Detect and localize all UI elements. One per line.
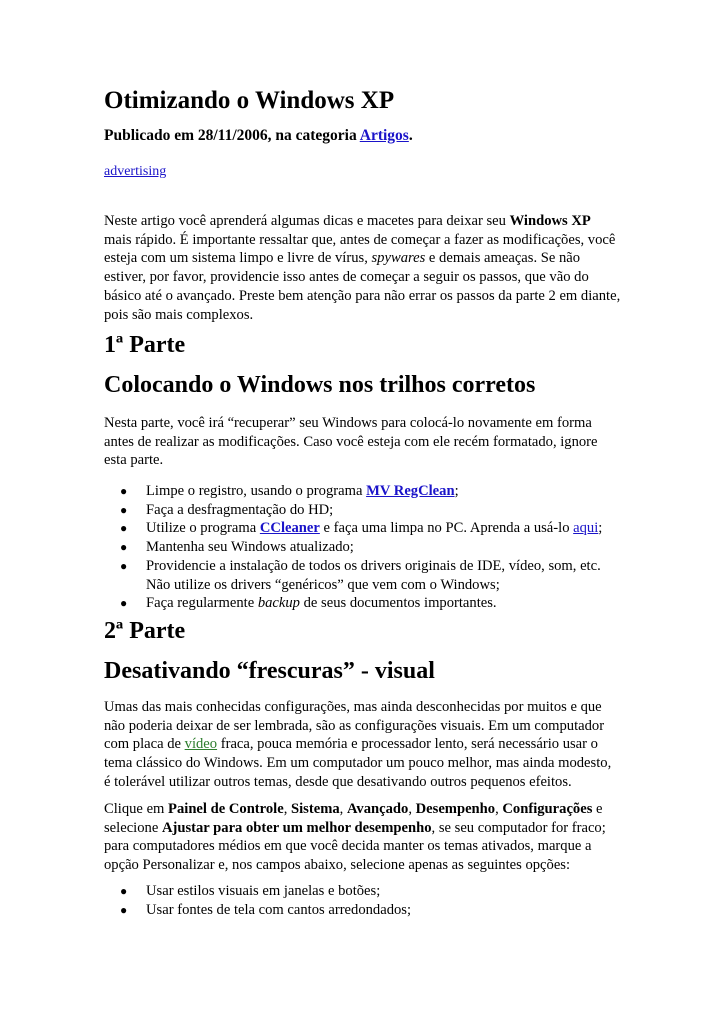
part2-bold: Avançado bbox=[346, 801, 409, 817]
list-text: Providencie a instalação de todos os drivers originais de IDE, vídeo, som, etc. bbox=[146, 557, 601, 574]
advertising-link[interactable]: advertising bbox=[104, 164, 167, 179]
part2-text: Umas das mais conhecidas configurações, mas ainda desconhecidas por muitos e que bbox=[104, 699, 602, 715]
list-text: Utilize o programa bbox=[146, 520, 260, 537]
part1-paragraph bbox=[104, 414, 598, 470]
intro-text: esteja com um sistema limpo e livre de vírus, bbox=[104, 250, 372, 267]
part1-heading: 1ª Parte bbox=[104, 332, 186, 358]
list-item bbox=[104, 594, 602, 613]
intro-text: Neste artigo você aprenderá algumas dicas e macetes para deixar seu bbox=[104, 213, 510, 229]
part2-text: selecione bbox=[104, 819, 162, 836]
list-item bbox=[104, 482, 602, 501]
intro-bold: Windows XP bbox=[509, 213, 591, 229]
bullet-icon: ● bbox=[120, 884, 128, 898]
part2-text: tema clássico do Windows. Em um computador um pouco melhor, mas ainda modesto, bbox=[104, 755, 612, 772]
part2-bold: Painel de Controle bbox=[168, 801, 284, 817]
list-text: Faça regularmente bbox=[146, 595, 258, 612]
part2-text: com placa de bbox=[104, 736, 185, 753]
list-text: ; bbox=[598, 520, 603, 537]
bullet-icon: ● bbox=[120, 902, 128, 917]
publication-prefix: Publicado em 28/11/2006, na categoria bbox=[104, 127, 360, 144]
list-text: Usar estilos visuais em janelas e botões; bbox=[146, 883, 381, 899]
category-link[interactable]: Artigos bbox=[359, 127, 409, 144]
bullet-icon: ● bbox=[120, 521, 128, 536]
list-item bbox=[104, 901, 411, 920]
part2-text: e bbox=[592, 801, 603, 817]
part2-text: fraca, pouca memória e processador lento, será necessário usar o bbox=[217, 736, 598, 753]
part2-text: , bbox=[283, 801, 292, 817]
part2-instructions bbox=[104, 800, 606, 875]
intro-paragraph bbox=[104, 212, 620, 324]
list-item bbox=[104, 538, 602, 557]
part2-bold: Desempenho bbox=[415, 801, 496, 817]
page-title: Otimizando o Windows XP bbox=[104, 87, 395, 114]
intro-text: básico até o avançado. Preste bem atenção para não errar os passos da parte 2 em diante, bbox=[104, 287, 621, 304]
list-text: Mantenha seu Windows atualizado; bbox=[146, 539, 354, 556]
list-item bbox=[104, 882, 411, 901]
part2-bold: Sistema bbox=[291, 801, 340, 817]
bullet-icon: ● bbox=[120, 558, 128, 573]
list-text: Limpe o registro, usando o programa bbox=[146, 483, 367, 499]
bullet-icon: ● bbox=[120, 540, 128, 555]
part2-bold: Ajustar para obter um melhor desempenho bbox=[161, 819, 432, 836]
ccleaner-link[interactable]: CCleaner bbox=[259, 520, 320, 537]
part1-bullet-list bbox=[104, 482, 602, 613]
intro-text: e demais ameaças. Se não bbox=[425, 250, 581, 267]
list-text: Faça a desfragmentação do HD; bbox=[146, 501, 334, 518]
part1-text: Nesta parte, você irá “recuperar” seu Windows para colocá-lo novamente em forma bbox=[104, 415, 592, 431]
intro-text: pois são mais complexos. bbox=[104, 306, 254, 323]
mv-regclean-link[interactable]: MV RegClean bbox=[366, 483, 455, 499]
bullet-icon: ● bbox=[120, 484, 128, 498]
publication-line bbox=[104, 126, 413, 146]
intro-text: mais rápido. É importante ressaltar que, antes de começar a fazer as modificações, você bbox=[104, 231, 616, 248]
part1-subheading: Colocando o Windows nos trilhos corretos bbox=[104, 372, 536, 398]
part1-text: antes de realizar as modificações. Caso você esteja com ele recém formatado, ignore bbox=[104, 433, 598, 450]
part2-heading: 2ª Parte bbox=[104, 618, 186, 644]
list-item bbox=[104, 519, 602, 538]
list-italic: backup bbox=[257, 595, 300, 612]
part2-text: é tolerável utilizar outros temas, desde que desativando outros pequenos efeitos. bbox=[104, 773, 572, 790]
part2-text: para computadores médios em que você decida manter os temas ativados, marque a bbox=[104, 838, 592, 855]
video-link[interactable]: vídeo bbox=[184, 736, 218, 753]
publication-suffix: . bbox=[408, 127, 413, 144]
part2-text: , se seu computador for fraco; bbox=[431, 819, 606, 836]
part2-text: , bbox=[339, 801, 347, 817]
part2-subheading: Desativando “frescuras” - visual bbox=[104, 658, 435, 684]
part2-text: , bbox=[495, 801, 503, 817]
list-text: ; bbox=[454, 483, 459, 499]
list-item bbox=[104, 501, 602, 520]
part2-text: Clique em bbox=[104, 801, 169, 817]
list-text: Usar fontes de tela com cantos arredondados; bbox=[146, 901, 412, 918]
part2-bullet-list bbox=[104, 882, 411, 919]
bullet-icon: ● bbox=[120, 596, 128, 611]
aqui-link[interactable]: aqui bbox=[573, 520, 599, 537]
list-item bbox=[104, 557, 602, 594]
list-text: e faça uma limpa no PC. Aprenda a usá-lo bbox=[319, 520, 574, 537]
part2-bold: Configurações bbox=[502, 801, 593, 817]
part1-text: esta parte. bbox=[104, 452, 164, 469]
intro-italic: spywares bbox=[371, 250, 426, 267]
part2-text: não poderia deixar de ser lembrada, são as configurações visuais. Em um computador bbox=[104, 717, 605, 734]
advertising-line bbox=[104, 163, 166, 181]
intro-text: estiver, por favor, providencie isso antes de começar a seguir os passos, que vão do bbox=[104, 269, 589, 286]
list-text: Não utilize os drivers “genéricos” que vem com o Windows; bbox=[146, 576, 500, 593]
list-text: de seus documentos importantes. bbox=[299, 595, 497, 612]
bullet-icon: ● bbox=[120, 502, 128, 517]
part2-text: opção Personalizar e, nos campos abaixo, selecione apenas as seguintes opções: bbox=[104, 857, 571, 874]
part2-text: , bbox=[408, 801, 416, 817]
part2-paragraph bbox=[104, 698, 611, 792]
